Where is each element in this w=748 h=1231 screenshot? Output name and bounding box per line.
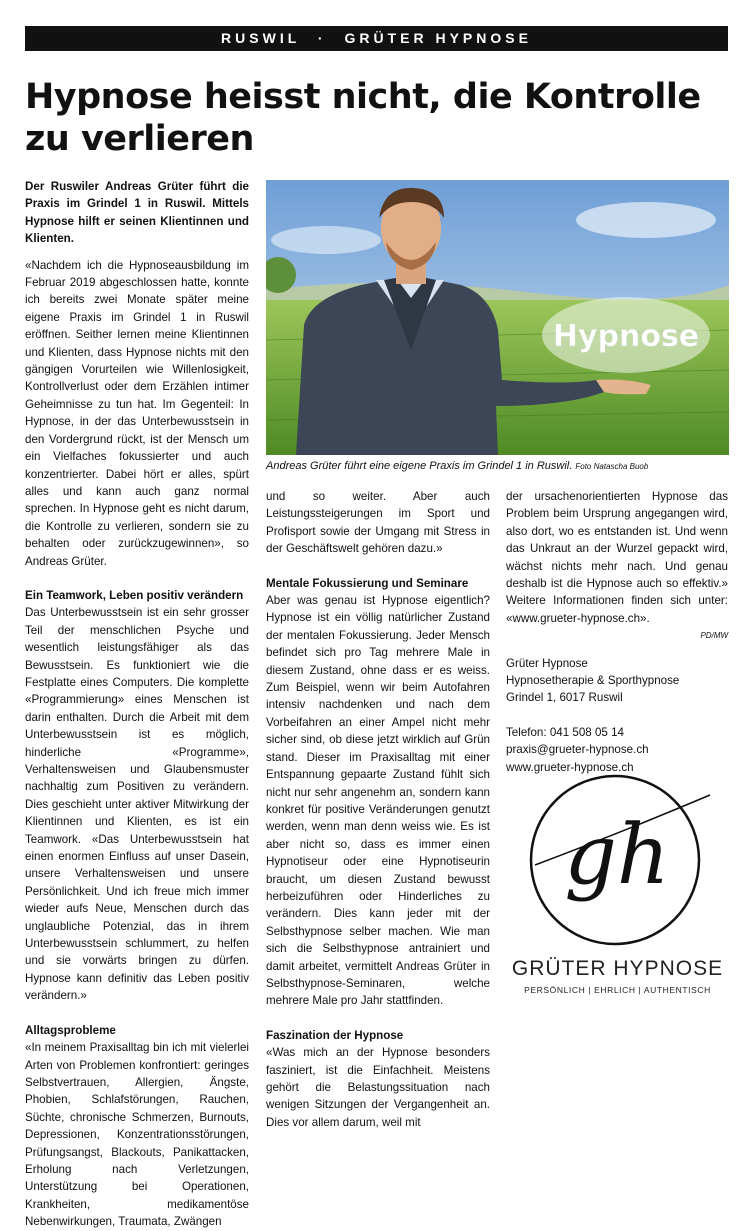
article-lead: Der Ruswiler Andreas Grüter führt die Praxis im Grindel 1 in Ruswil. Mittels Hypnose hilft er seinen Klientinnen und Klienten.	[25, 180, 249, 246]
paragraph-closing: der ursachenorientierten Hypnose das Problem beim Ursprung angegangen wird, also dort, wo es entstanden ist. Und wenn das Unkraut an der Wurzel gepackt wird, wächst nichts mehr nach. Und genau deshalb ist die Hypnose auch so effektiv.» Weitere Informationen finden sich unter: «www.grueter-hypnose.ch».	[506, 490, 728, 625]
photo-caption	[266, 460, 736, 472]
grueter-hypnose-logo	[505, 765, 730, 1000]
paragraph-faszination: «Was mich an der Hypnose besonders fasziniert, ist die Einfachheit. Meistens gehört die Belastungssituation nach wenigen Sitzungen der Vergangenheit an. Dies vor allem darum, weil mit	[266, 1046, 490, 1129]
article-column-3	[506, 488, 728, 776]
header-location: RUSWIL	[221, 30, 301, 46]
article-headline	[25, 76, 725, 160]
hypnose-sign-text: Hypnose	[552, 319, 700, 354]
logo-monogram-circle	[505, 765, 730, 955]
header-separator: ·	[317, 30, 327, 46]
subheading-mentale-fokussierung: Mentale Fokussierung und Seminare	[266, 576, 469, 590]
paragraph-mentale-fokussierung: Aber was genau ist Hypnose eigentlich? Hypnose ist ein völlig natürlicher Zustand der mentalen Fokussierung. Jeder Mensch befindet sich pro Tag mehrere Male in diesem Zustand, ohne dass er es weiss. Zum Beispiel, wenn wir beim Autofahren intensiv nachdenken und nach dem Vorbeifahren an einer Ampel nicht mehr sicher sind, ob diese jetzt wirklich auf Grün stand. Dieser im Praxisalltag mit einer Entspannung gepaarte Zustand fühlt sich nicht nur sehr angenehm an, sondern kann konkret für positive Veränderungen genutzt werden, wenn man denn weiss wie. Es ist aber nicht so, dass es immer einen Hypnotiseur oder eine Hypnotiseurin braucht, um diesen Zustand bewusst herbeizuführen oder Hinderliches zu verändern. Dies kann jeder mit der Selbsthypnose selber machen. Wie man sich die Selbsthypnose antrainiert und damit arbeitet, vermittelt Andreas Grüter in Selbsthypnose-Seminaren, welche mehrere Male pro Jahr stattfinden.	[266, 594, 490, 1008]
paragraph-teamwork: Das Unterbewusstsein ist ein sehr grosser Teil der menschlichen Psyche und wesentlich leistungsfähiger als das Bewusstsein. Es funktioniert wie die Festplatte eines Computers. Die komplette «Programmierung» eines Menschen ist darin enthalten. Durch die Arbeit mit dem Unterbewusstsein ist es möglich, hinderliche «Programme», Verhaltensweisen und Glaubensmuster nachhaltig zum Positiven zu verändern. Dies geschieht unter aktiver Mitwirkung der Klientinnen und Klienten, es ist ein Teamwork. «Das Unterbewusstsein hat einen enormen Einfluss auf unser Dasein, unsere Verhaltensweisen und unsere Persönlichkeit. Und ich freue mich immer wieder aufs Neue, Menschen durch das unglaubliche Potenzial, das in ihrem Unterbewusstsein schlummert, zu helfen und sie vorwärts bringen zu dürfen. Hypnose kann definitiv das Leben positiv verändern.»	[25, 606, 249, 1003]
contact-block	[506, 655, 728, 776]
logo-tagline: PERSÖNLICH | EHRLICH | AUTHENTISCH	[524, 985, 711, 995]
contact-service: Hypnosetherapie & Sporthypnose	[506, 674, 680, 688]
logo-name: GRÜTER HYPNOSE	[511, 957, 724, 980]
headline-line-2: zu verlieren	[25, 119, 254, 159]
article-photo	[266, 180, 729, 455]
subheading-faszination: Faszination der Hypnose	[266, 1028, 404, 1042]
photo-credit: Foto Natascha Buob	[575, 462, 649, 471]
caption-text: Andreas Grüter führt eine eigene Praxis im Grindel 1 in Ruswil.	[266, 460, 573, 472]
subheading-alltagsprobleme: Alltagsprobleme	[25, 1023, 116, 1037]
contact-website: www.grueter-hypnose.ch	[506, 760, 634, 774]
subheading-teamwork: Ein Teamwork, Leben positiv verändern	[25, 588, 244, 602]
paragraph-continuation: und so weiter. Aber auch Leistungssteigerungen im Sport und Profisport sowie der Umgang mit Stress in der Geschäftswelt gehören dazu.»	[266, 490, 490, 556]
paragraph-alltagsprobleme: «In meinem Praxisalltag bin ich mit vielerlei Arten von Problemen konfrontiert: geringes Selbstvertrauen, Allergien, Ängste, Phobien, Schlafstörungen, Rauchen, Süchte, chronische Schmerzen, Burnouts, Depressionen, Konzentrationsstörungen, Prüfungsangst, Blackouts, Panikattacken, Erholung nach Verletzungen, Unterstützung bei Operationen, Krankheiten, medikamentöse Nebenwirkungen, Traumata, Zwängen	[25, 1041, 249, 1229]
contact-name: Grüter Hypnose	[506, 656, 588, 670]
article-column-1	[25, 178, 249, 1231]
logo-monogram: gh	[564, 808, 670, 903]
header-company: GRÜTER HYPNOSE	[344, 30, 532, 46]
article-intro: «Nachdem ich die Hypnoseausbildung im Februar 2019 abgeschlossen hatte, konnte ich bereits zwei Monate später meine eigene Praxis im Grindel 1 in Ruswil eröffnen. Seither lernen meine Klientinnen und Klienten, dass Hypnose nichts mit den gängigen Vorurteilen wie Willenlosigkeit, Kontrollverlust oder dem Erzählen intimer Geheimnisse zu tun hat. Im Gegenteil: In Hypnose, in der das Unterbewusstsein in den Vordergrund rückt, ist der Mensch um ein Vielfaches fokussierter und auch konzentrierter. Dabei hört er alles, spürt alles und kann auch ganz normal sprechen. In Hypnose geht es nicht darum, die Kontrolle zu verlieren, sondern sie zu behalten oder zurückzugewinnen», so Andreas Grüter.	[25, 258, 249, 568]
headline-line-1: Hypnose heisst nicht, die Kontrolle	[25, 77, 701, 117]
photo-illustration	[266, 180, 729, 455]
section-header-bar	[25, 26, 728, 51]
contact-address: Grindel 1, 6017 Ruswil	[506, 691, 623, 705]
contact-phone: Telefon: 041 508 05 14	[506, 725, 624, 739]
author-initials: PD/MW	[700, 631, 728, 641]
contact-email: praxis@grueter-hypnose.ch	[506, 743, 649, 757]
article-column-2	[266, 488, 490, 1131]
